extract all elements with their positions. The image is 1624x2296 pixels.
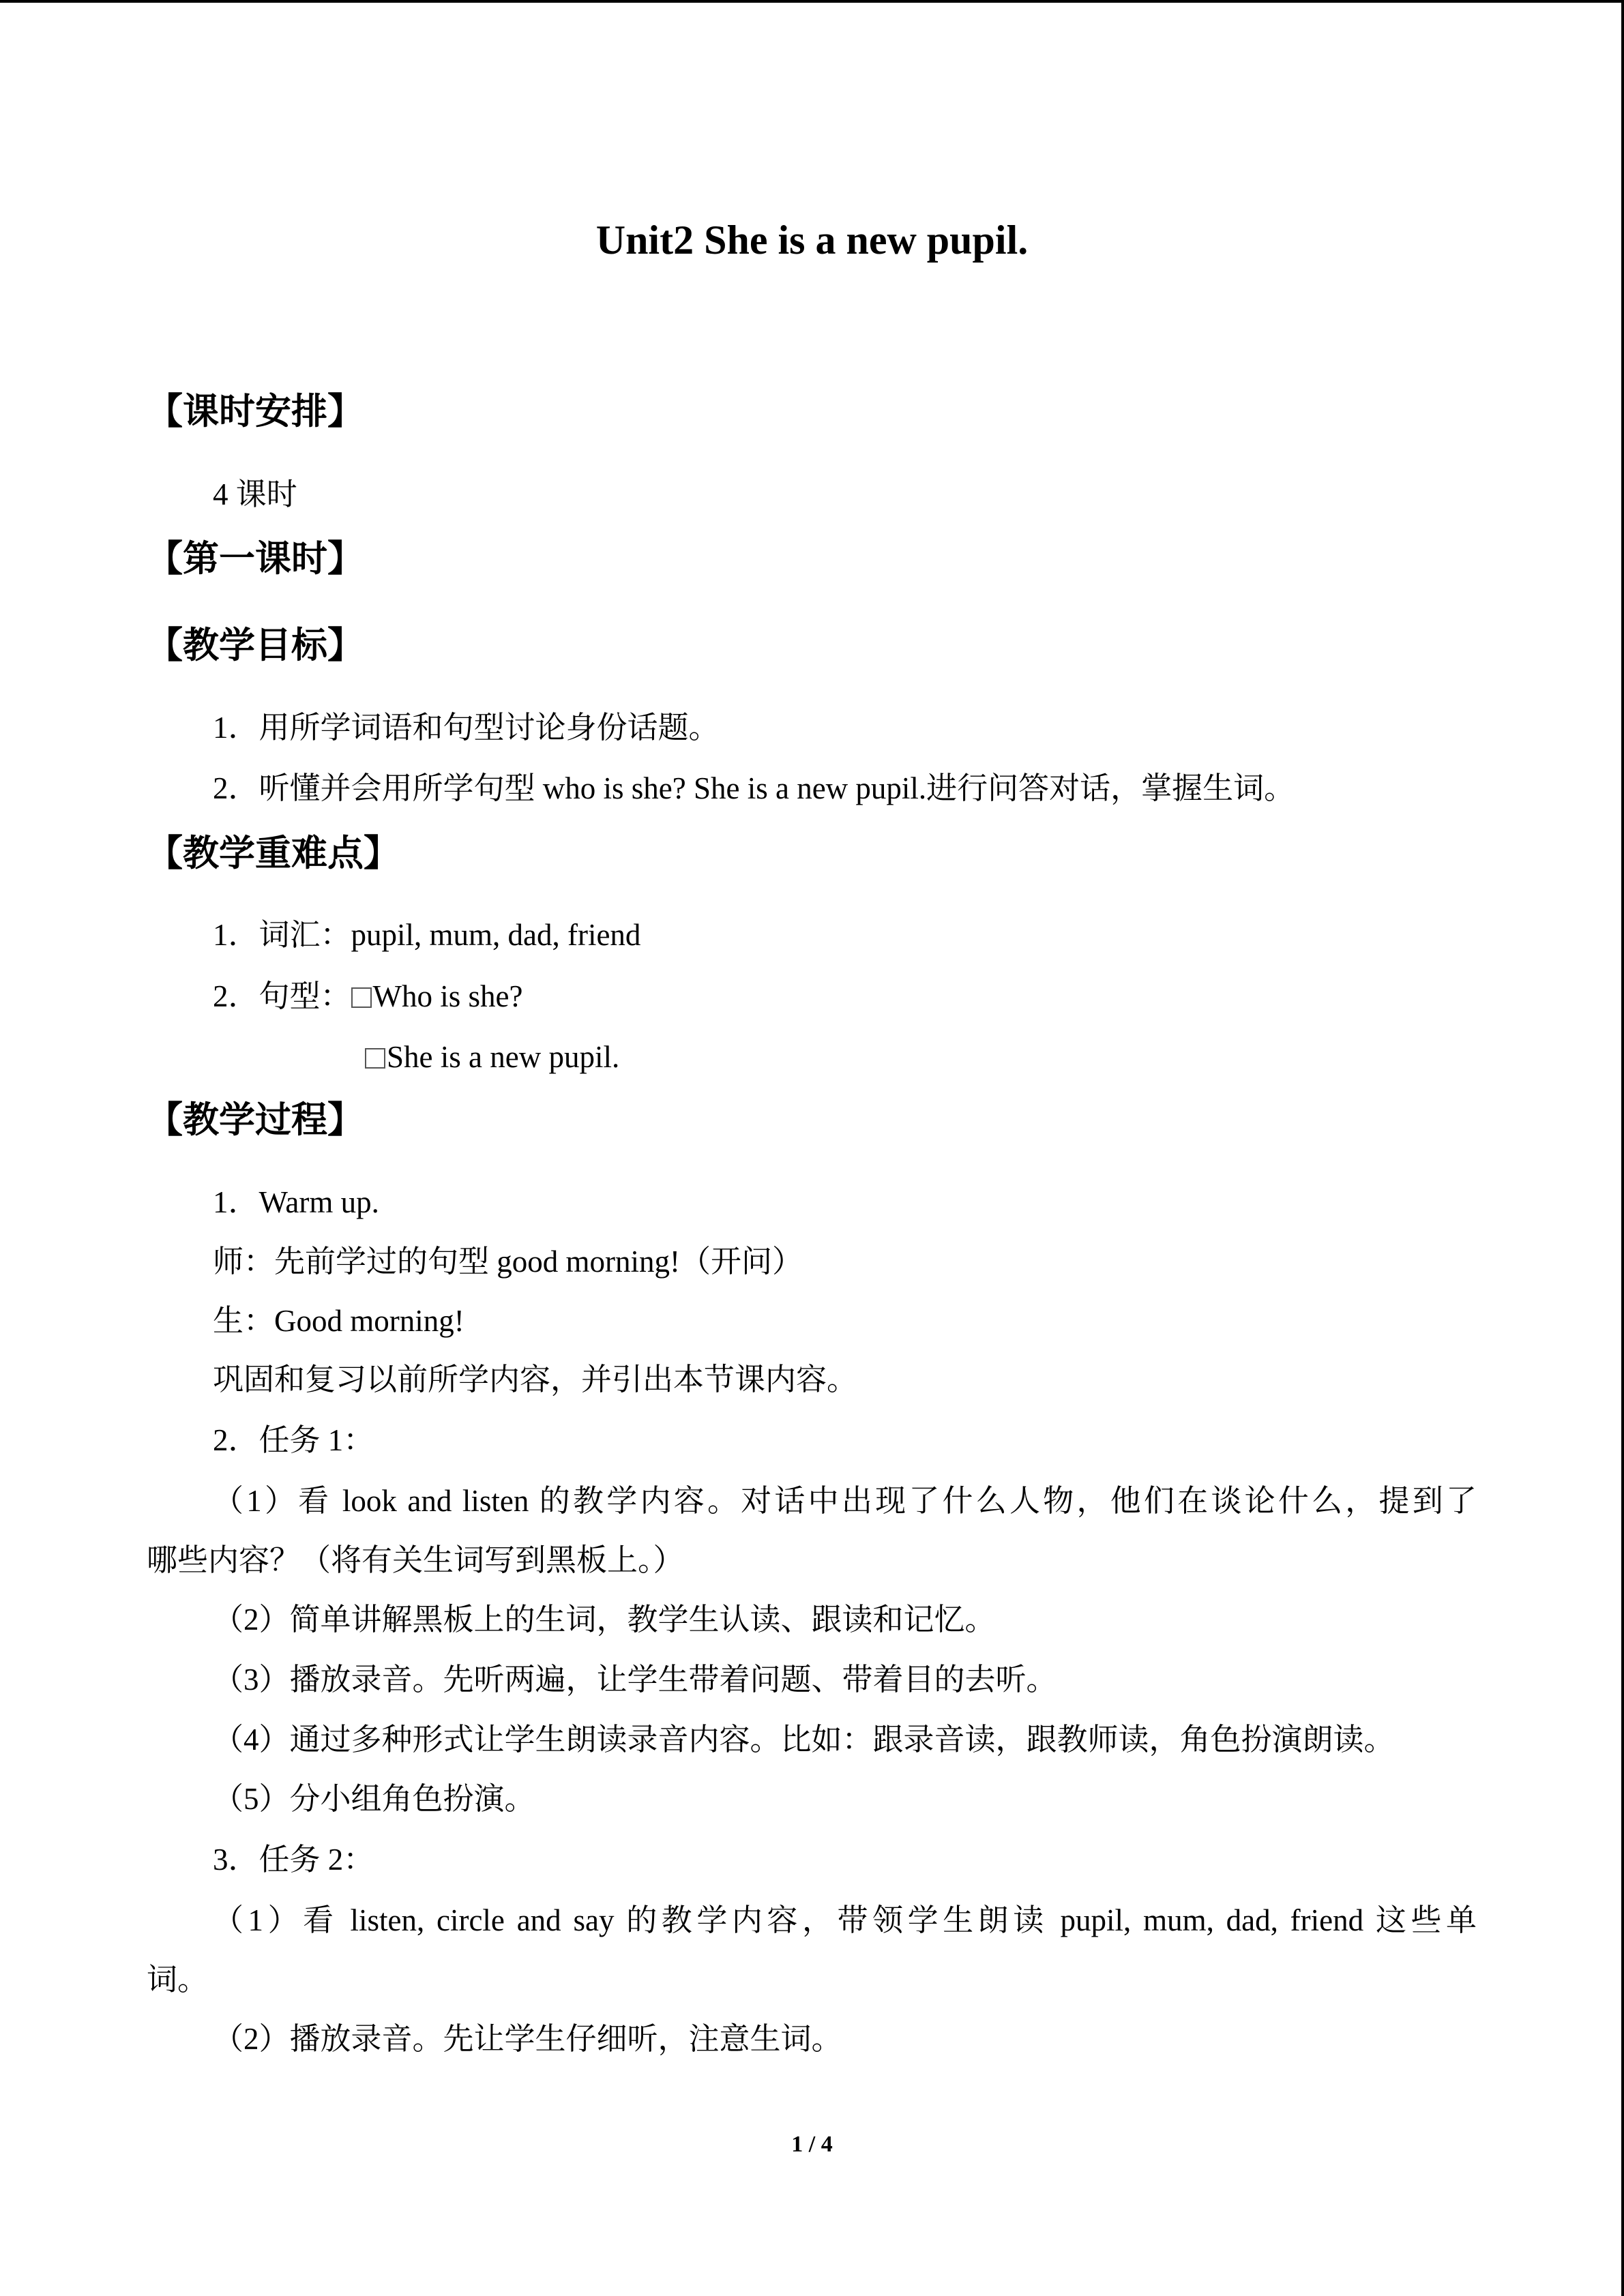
- key-points-heading: 【教学重难点】: [147, 834, 400, 874]
- page-number: 1 / 4: [791, 2132, 833, 2157]
- pattern-text: She is a new pupil.: [387, 1040, 620, 1074]
- process-heading: 【教学过程】: [147, 1101, 364, 1140]
- top-border: [0, 0, 1624, 3]
- task1-item: （3）播放录音。先听两遍，让学生带着问题、带着目的去听。: [213, 1663, 1057, 1697]
- objective-item: 1．用所学词语和句型讨论身份话题。: [213, 711, 720, 745]
- pattern-line-2: [365, 1037, 619, 1077]
- checkbox-icon: [365, 1048, 385, 1069]
- consolidate-line: 巩固和复习以前所学内容，并引出本节课内容。: [213, 1362, 858, 1397]
- pattern-text: Who is she?: [372, 979, 523, 1013]
- objective-item: 2．听懂并会用所学句型 who is she? She is a new pupil.进行问答对话，掌握生词。: [213, 771, 1295, 805]
- task1-item: （2）简单讲解黑板上的生词，教学生认读、跟读和记忆。: [213, 1602, 996, 1637]
- teacher-line: 师：先前学过的句型 good morning!（开问）: [213, 1244, 803, 1279]
- pattern-label: 2．句型：: [213, 979, 351, 1013]
- vocabulary-line: 1．词汇：pupil, mum, dad, friend: [213, 918, 641, 952]
- right-border: [1621, 0, 1624, 2296]
- task2-item: （1）看 listen, circle and say 的教学内容，带领学生朗读 pupil, mum, dad, friend 这些单: [213, 1903, 1477, 1937]
- task2-item: 词。: [147, 1963, 209, 1997]
- checkbox-icon: [351, 987, 372, 1008]
- task2-item: （2）播放录音。先让学生仔细听，注意生词。: [213, 2022, 842, 2056]
- objectives-heading: 【教学目标】: [147, 626, 364, 666]
- student-line: 生：Good morning!: [213, 1304, 464, 1338]
- task1-item: 哪些内容？（将有关生词写到黑板上。）: [147, 1543, 684, 1577]
- schedule-heading: 【课时安排】: [147, 392, 364, 432]
- warm-up-line: 1．Warm up.: [213, 1185, 379, 1219]
- schedule-content: 4 课时: [213, 477, 297, 511]
- task1-item: （4）通过多种形式让学生朗读录音内容。比如：跟录音读，跟教师读，角色扮演朗读。: [213, 1723, 1395, 1757]
- lesson-one-heading: 【第一课时】: [147, 539, 364, 579]
- pattern-line-1: [213, 976, 522, 1017]
- task2-heading: 3．任务 2：: [213, 1843, 374, 1877]
- page-title: Unit2 She is a new pupil.: [595, 218, 1029, 263]
- task1-item: （1）看 look and listen 的教学内容。对话中出现了什么人物，他们在谈论什么，提到了: [213, 1484, 1477, 1518]
- task1-heading: 2．任务 1：: [213, 1423, 374, 1457]
- task1-item: （5）分小组角色扮演。: [213, 1782, 535, 1816]
